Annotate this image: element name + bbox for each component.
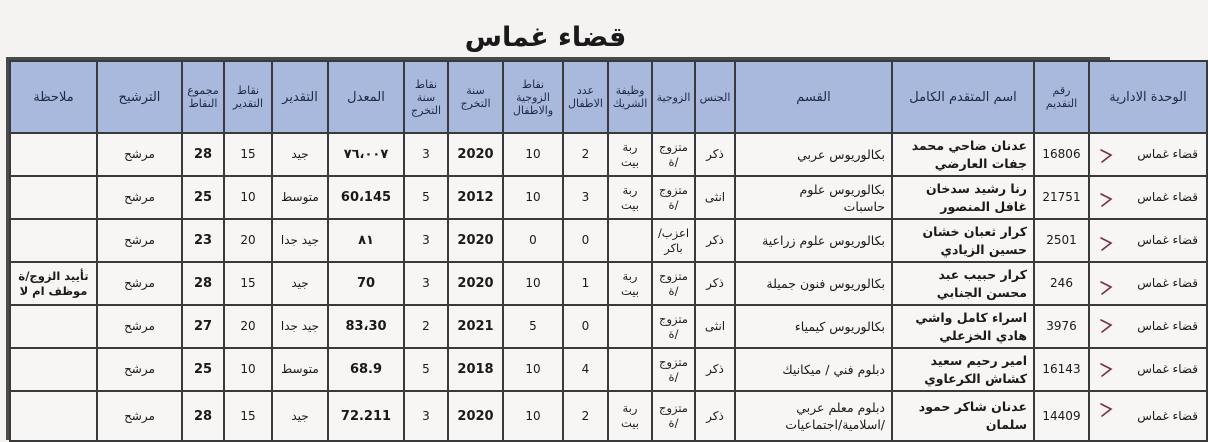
name-line-1: رنا رشيد سدخان <box>926 180 1027 196</box>
cell-spouse-job <box>608 305 652 348</box>
cell-gender: ذكر <box>695 262 735 305</box>
col-nomination: الترشيح <box>97 61 182 133</box>
cell-marital <box>652 391 695 441</box>
cell-gender: ذكر <box>695 348 735 391</box>
cell-grade: جيد <box>272 262 328 305</box>
cell-spouse-job <box>608 219 652 262</box>
cell-gender: انثى <box>695 176 735 219</box>
col-total-points: مجموع النقاط <box>182 61 224 133</box>
name-line-2: غافل المنصور <box>940 198 1027 214</box>
applicants-sheet <box>6 57 1198 440</box>
name-line-1: عدنان ضاحي محمد <box>911 137 1027 153</box>
cell-average: 70 <box>328 262 404 305</box>
cell-unit: قضاء غماس <box>1089 219 1207 262</box>
cell-average: ٨١ <box>328 219 404 262</box>
cell-name <box>892 391 1034 441</box>
cell-total-points: 28 <box>182 262 224 305</box>
col-grad-year-points: نقاط سنة التخرج <box>404 61 448 133</box>
marital-line-2: /ة <box>668 283 679 298</box>
cell-name <box>892 262 1034 305</box>
department-line-1: دبلوم معلم عربي <box>796 400 885 415</box>
cell-grade-points: 15 <box>224 133 272 176</box>
cell-unit: قضاء غماس <box>1089 133 1207 176</box>
cell-marital <box>652 176 695 219</box>
cell-total-points: 28 <box>182 133 224 176</box>
header-row <box>10 61 1207 133</box>
cell-marital <box>652 133 695 176</box>
cell-notes <box>10 305 97 348</box>
cell-notes <box>10 262 97 305</box>
cell-name <box>892 305 1034 348</box>
spouse-job-line-1: ربة <box>622 139 638 154</box>
table-row <box>10 176 1207 219</box>
cell-grade: جيد جدا <box>272 219 328 262</box>
marital-line-1: متزوج <box>659 354 688 369</box>
marital-line-1: متزوج <box>659 268 688 283</box>
cell-department <box>735 176 892 219</box>
cell-spouse-job <box>608 391 652 441</box>
page-title-text: قضاء غماس <box>464 22 627 53</box>
marital-line-1: اعزب/ <box>657 225 690 240</box>
marital-line-2: /ة <box>668 326 679 341</box>
department-line-1: بكالوريوس عربي <box>797 147 885 162</box>
cell-gender: انثى <box>695 305 735 348</box>
note-line-2: موظف ام لا <box>19 283 88 298</box>
cell-grade: جيد جدا <box>272 305 328 348</box>
cell-grad-year: 2012 <box>448 176 503 219</box>
table-row <box>10 219 1207 262</box>
col-notes: ملاحظة <box>10 61 97 133</box>
cell-spouse-children-points: 10 <box>503 348 563 391</box>
cell-app-no: 16143 <box>1034 348 1089 391</box>
cell-grad-year: 2020 <box>448 391 503 441</box>
col-full-name: اسم المتقدم الكامل <box>892 61 1034 133</box>
cell-average: 68.9 <box>328 348 404 391</box>
name-line-1: كرار حبيب عبد <box>938 266 1027 282</box>
table-row <box>10 391 1207 441</box>
cell-grad-year-points: 3 <box>404 219 448 262</box>
spouse-job-line-2: بيت <box>621 283 639 298</box>
cell-name <box>892 133 1034 176</box>
cell-app-no: 14409 <box>1034 391 1089 441</box>
pen-tick-mark <box>1099 280 1113 296</box>
cell-spouse-children-points: 10 <box>503 391 563 441</box>
cell-children: 3 <box>563 176 608 219</box>
note-line-1: تأييد الزوج/ة <box>18 268 89 283</box>
department-line-1: بكالوريوس كيمياء <box>794 319 885 334</box>
col-department: القسم <box>735 61 892 133</box>
cell-marital <box>652 219 695 262</box>
col-children: عدد الاطفال <box>563 61 608 133</box>
pen-tick-mark <box>1099 362 1113 378</box>
cell-average: 60،145 <box>328 176 404 219</box>
col-grade-points: نقاط التقدير <box>224 61 272 133</box>
cell-grade-points: 20 <box>224 305 272 348</box>
cell-spouse-children-points: 10 <box>503 262 563 305</box>
name-line-1: كرار ثعبان خشان <box>922 223 1027 239</box>
applicants-table <box>9 60 1208 442</box>
cell-children: 1 <box>563 262 608 305</box>
cell-children: 2 <box>563 391 608 441</box>
cell-total-points: 23 <box>182 219 224 262</box>
col-unit: الوحدة الادارية <box>1089 61 1207 133</box>
pen-tick-mark <box>1099 148 1113 164</box>
table-row <box>10 133 1207 176</box>
cell-spouse-job <box>608 176 652 219</box>
cell-grad-year-points: 3 <box>404 391 448 441</box>
cell-department <box>735 348 892 391</box>
spouse-job-line-2: بيت <box>621 154 639 169</box>
cell-name <box>892 348 1034 391</box>
cell-children: 0 <box>563 305 608 348</box>
cell-nomination: مرشح <box>97 133 182 176</box>
cell-app-no: 16806 <box>1034 133 1089 176</box>
cell-grade-points: 10 <box>224 348 272 391</box>
col-app-no: رقم التقديم <box>1034 61 1089 133</box>
cell-notes <box>10 348 97 391</box>
spouse-job-line-2: بيت <box>621 416 639 430</box>
cell-spouse-children-points: 0 <box>503 219 563 262</box>
cell-children: 2 <box>563 133 608 176</box>
cell-grade: متوسط <box>272 176 328 219</box>
marital-line-1: متزوج <box>659 401 688 415</box>
department-line-2: /اسلامية/اجتماعيات <box>785 417 885 432</box>
cell-nomination: مرشح <box>97 262 182 305</box>
cell-spouse-children-points: 10 <box>503 133 563 176</box>
cell-grad-year: 2020 <box>448 133 503 176</box>
cell-children: 0 <box>563 219 608 262</box>
cell-total-points: 28 <box>182 391 224 441</box>
department-line-1: دبلوم فني / ميكانيك <box>782 362 885 377</box>
cell-spouse-job <box>608 262 652 305</box>
cell-department <box>735 305 892 348</box>
department-line-1: بكالوريوس فنون جميلة <box>766 276 885 291</box>
department-line-1: بكالوريوس علوم زراعية <box>762 233 885 248</box>
cell-children: 4 <box>563 348 608 391</box>
name-line-2: محسن الجنابي <box>936 284 1027 300</box>
name-line-1: عدنان شاكر حمود <box>918 399 1027 414</box>
cell-grade-points: 10 <box>224 176 272 219</box>
department-line-1: بكالوريوس علوم <box>799 181 885 197</box>
cell-grad-year: 2018 <box>448 348 503 391</box>
marital-line-2: باكر <box>664 240 683 255</box>
cell-grad-year: 2021 <box>448 305 503 348</box>
marital-line-1: متزوج <box>659 139 688 154</box>
cell-total-points: 27 <box>182 305 224 348</box>
cell-nomination: مرشح <box>97 348 182 391</box>
department-line-2: حاسبات <box>843 198 885 214</box>
table-row <box>10 348 1207 391</box>
pen-tick-mark <box>1099 236 1113 252</box>
cell-spouse-children-points: 5 <box>503 305 563 348</box>
cell-unit: قضاء غماس <box>1089 262 1207 305</box>
cell-app-no: 246 <box>1034 262 1089 305</box>
cell-grade-points: 20 <box>224 219 272 262</box>
cell-unit: قضاء غماس <box>1089 305 1207 348</box>
cell-unit: قضاء غماس <box>1089 348 1207 391</box>
cell-department <box>735 391 892 441</box>
cell-notes <box>10 219 97 262</box>
cell-name <box>892 176 1034 219</box>
col-average: المعدل <box>328 61 404 133</box>
cell-grade: جيد <box>272 133 328 176</box>
cell-app-no: 21751 <box>1034 176 1089 219</box>
col-grade: التقدير <box>272 61 328 133</box>
name-line-2: كشاش الكرعاوي <box>924 370 1027 386</box>
cell-grade: جيد <box>272 391 328 441</box>
name-line-1: امير رحيم سعيد <box>930 352 1027 368</box>
cell-department <box>735 262 892 305</box>
page-title <box>0 22 1115 53</box>
cell-marital <box>652 348 695 391</box>
marital-line-1: متزوج <box>659 311 688 326</box>
cell-notes <box>10 176 97 219</box>
cell-unit: قضاء غماس <box>1089 391 1207 441</box>
cell-marital <box>652 305 695 348</box>
name-line-2: جفات العارضي <box>934 155 1027 171</box>
cell-grad-year: 2020 <box>448 219 503 262</box>
name-line-2: حسين الزيادي <box>940 241 1027 257</box>
name-line-2: سلمان <box>985 417 1027 432</box>
cell-average: ٧٦،٠٠٧ <box>328 133 404 176</box>
cell-unit: قضاء غماس <box>1089 176 1207 219</box>
col-spouse-children-points: نقاط الزوجية والاطفال <box>503 61 563 133</box>
pen-tick-mark <box>1099 402 1113 418</box>
cell-grade-points: 15 <box>224 262 272 305</box>
cell-spouse-children-points: 10 <box>503 176 563 219</box>
cell-spouse-job <box>608 348 652 391</box>
spouse-job-line-1: ربة <box>622 401 638 415</box>
table-row <box>10 305 1207 348</box>
table-row <box>10 262 1207 305</box>
col-spouse-job: وظيفة الشريك <box>608 61 652 133</box>
cell-average: 83،30 <box>328 305 404 348</box>
col-grad-year: سنة التخرج <box>448 61 503 133</box>
pen-tick-mark <box>1099 192 1113 208</box>
cell-total-points: 25 <box>182 176 224 219</box>
cell-grad-year-points: 3 <box>404 262 448 305</box>
cell-grade: متوسط <box>272 348 328 391</box>
cell-gender: ذكر <box>695 133 735 176</box>
cell-grad-year-points: 5 <box>404 176 448 219</box>
cell-nomination: مرشح <box>97 305 182 348</box>
marital-line-2: /ة <box>668 369 679 384</box>
cell-notes <box>10 391 97 441</box>
cell-department <box>735 133 892 176</box>
cell-department <box>735 219 892 262</box>
cell-marital <box>652 262 695 305</box>
cell-nomination: مرشح <box>97 219 182 262</box>
cell-gender: ذكر <box>695 219 735 262</box>
cell-nomination: مرشح <box>97 391 182 441</box>
cell-average: 72.211 <box>328 391 404 441</box>
marital-line-2: /ة <box>668 154 679 169</box>
marital-line-1: متزوج <box>659 182 688 197</box>
cell-name <box>892 219 1034 262</box>
cell-notes <box>10 133 97 176</box>
cell-grade-points: 15 <box>224 391 272 441</box>
cell-grad-year-points: 3 <box>404 133 448 176</box>
name-line-1: اسراء كامل واشي <box>915 309 1027 325</box>
cell-app-no: 2501 <box>1034 219 1089 262</box>
cell-gender: ذكر <box>695 391 735 441</box>
pen-tick-mark <box>1099 318 1113 334</box>
spouse-job-line-1: ربة <box>622 182 638 197</box>
cell-nomination: مرشح <box>97 176 182 219</box>
col-marital: الزوجية <box>652 61 695 133</box>
cell-grad-year-points: 2 <box>404 305 448 348</box>
cell-spouse-job <box>608 133 652 176</box>
cell-grad-year: 2020 <box>448 262 503 305</box>
marital-line-2: /ة <box>668 416 679 430</box>
marital-line-2: /ة <box>668 197 679 212</box>
col-gender: الجنس <box>695 61 735 133</box>
cell-app-no: 3976 <box>1034 305 1089 348</box>
name-line-2: هادي الخزعلي <box>939 327 1027 343</box>
cell-total-points: 25 <box>182 348 224 391</box>
spouse-job-line-1: ربة <box>622 268 638 283</box>
spouse-job-line-2: بيت <box>621 197 639 212</box>
cell-grad-year-points: 5 <box>404 348 448 391</box>
